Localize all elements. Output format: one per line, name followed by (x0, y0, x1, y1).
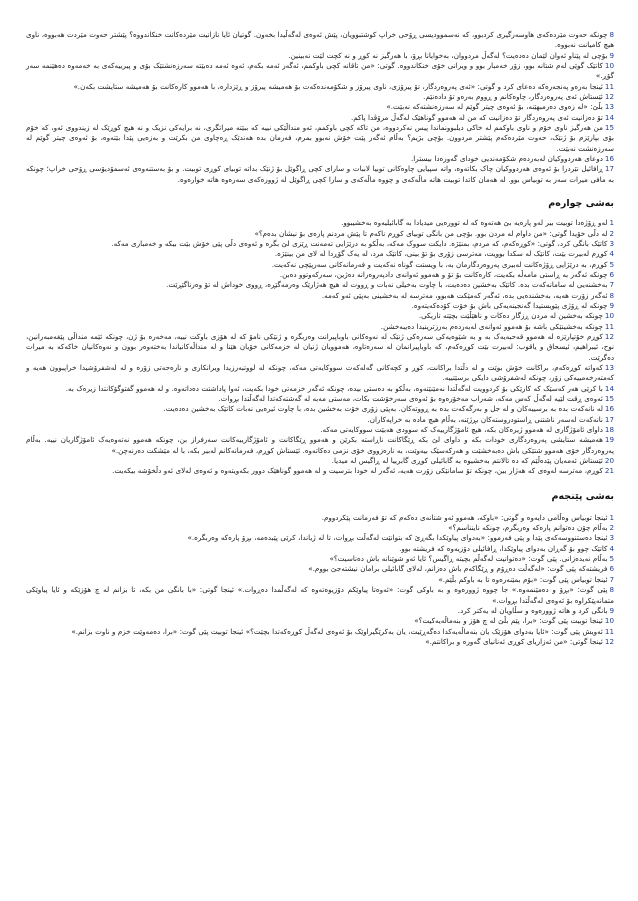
verse (26, 384, 614, 394)
chapter-3-tail-section (26, 30, 614, 185)
verse (26, 270, 614, 280)
verse-text: ئینجا توبیاس پێی گوت: «بۆم بمێنەرەوە تا بە باوکم بڵێم.» (438, 574, 608, 584)
verse-number: 1 (609, 512, 614, 522)
verse (26, 51, 614, 61)
verse (26, 113, 614, 123)
verse-text: بڵێ: «لە زەوی دەرمبهێنە، بۆ ئەوەی چیتر گوێم لە سەرزەنشتەکە نەبێت.» (386, 102, 603, 112)
verse (26, 280, 614, 290)
verse (26, 456, 614, 466)
verse-number: 5 (609, 554, 614, 564)
verse-number: 6 (609, 564, 614, 574)
verse-text: تۆ دەزانیت ئەی پەروەردگار تۆ دەزانیت کە من لە هەموو گوناهێک لەگەڵ مرۆڤدا پاکم. (350, 112, 603, 122)
verse (26, 154, 614, 164)
verse-text: چونکە بەخشین لە مردن ڕزگار دەکات و ناهێڵێت بچێتە تاریکی. (418, 311, 603, 321)
verse-text: ئێستاش ئەمەیان پێدەڵێم کە دە تالانتم بەخشیوە بە گابائیلی کوڕی گابرییا لە ڕاگیس لە میدیا. (331, 456, 603, 466)
verse-text: ئێستاش ئەی پەروەردگار، چاوەکانم و ڕووم بەرەو تۆ دادەنێم. (423, 92, 603, 102)
verse-text: بەڵام نەیدەزانی. پێی گوت: «دەتوانیت لەگەڵم بچیتە ڕاگیس؟ ئایا ئەو شوێنانە باش دەناسیت؟» (329, 554, 608, 564)
verse-text: من هەرگیز ناوی خۆم و ناوی باوکمم لە خاکی دیلبوونماندا پیس نەکردووە، من تاکە کچی باوکمم، ئەو منداڵێکی نییە کە ببێتە میراتگری، نە برایەکی نزیک و نە هیچ کوڕێک لە زیندووی ئەو، کە خۆم بۆی بپارێزم بۆ ژنێک، حەوت مێردەکەم پێشتر مردوون. بۆچی بژیم؟ بەڵام ئەگەر پێت خۆش نەبوو بمرم، فەرمان بدە هەندێک ڕەچاوی من بکرێت و بەزەیی پێدا بێتەوە، بۆ ئەوەی چیتر گوێم لە سەرزەنشت نەبێت. (26, 123, 614, 153)
verse-text: کوڕم، مەترسە لەوەی کە هەژار بین، چونکە تۆ سامانێکی زۆرت هەیە، ئەگەر لە خودا بترسیت و لە هەموو گوناهێک دوور بکەویتەوە و ئەوەی لەلای ئەو دڵخۆشە بیکەیت. (112, 466, 603, 476)
verse-number: 5 (609, 259, 614, 269)
verse-text: پێی گوت: «بڕۆ و دەمێنمەوە.» جا چووە ژوورەوە و بە باوکی گوت: «ئەوەتا پیاوێکم دۆزیوەتەوە کە لەگەڵمدا دەڕوات.» ئینجا گوتی: «با بانگی من بکە، تا بزانم لە چ هۆزێکە و ئایا پیاوێکی متمانەپێکراوە بۆ ئەوەی لەگەڵتدا بڕوات.» (26, 585, 614, 605)
verse-text: دوعای هەردووکیان لەبەردەم شکۆمەندیی خودای گەورەدا بیسترا. (411, 154, 603, 164)
verse (26, 523, 614, 533)
verse-text: نانەکەت لەسەر ناشتنی ڕاستودروستەکان بڕژێنە، بەڵام هیچ مادە بە خراپەکاران. (367, 414, 603, 424)
verse (26, 239, 614, 249)
verse-number: 3 (609, 533, 614, 543)
verse-text: ڕافائیل نێردرا بۆ ئەوەی هەردووکیان چاک بکاتەوە، واتە سپیایی چاوەکانی توبیا لاببات و سارای کچی ڕاگوێل بۆ ژنێک بداتە توبیای کوڕی توبیت. و بۆ بەستنەوەی ئەسمۆدیۆسی ڕۆحی خراپ؛ چونکە بە مافی میرات سەر بە توبیاس بوو. لە هەمان کاتدا توبیت هاتە ماڵەکەی و چووە ماڵەکەی و سارا کچی ڕاگوێل لە ژوورەکەی سەرەوە هاتە خوارەوە. (26, 164, 614, 184)
verse (26, 564, 614, 574)
verse (26, 301, 614, 311)
verse-text: ئەوەی ڕقت لێیە لەگەڵ کەس مەکە، شەراب مەخۆرەوە بۆ ئەوەی سەرخۆشت بکات، مەستی مەبە لە گەشتەکەتدا لەگەڵتدا بڕوات. (218, 394, 603, 403)
verse-number: 14 (604, 383, 614, 393)
verse-number: 2 (609, 523, 614, 533)
verse-text: چونکە ئەگەر بە ڕاستی مامەڵە بکەیت، کارەکانت بۆ تۆ و هەموو ئەوانەی دادپەروەرانە دەژین، سەرکەوتوو دەبن. (279, 269, 608, 279)
verse (26, 544, 614, 554)
verse (26, 291, 614, 301)
verse-number: 14 (604, 112, 614, 122)
verse-text: کاتێک بانگی کرد، گوتی: «کوڕەکەم، کە مردم، بمنێژە. دایکت سووک مەکە، بەڵکو بە درێژایی تەمەنت ڕێزی لێ بگرە و ئەوەی دڵی پێی خۆش بێت بیکە و خەمباری مەکە. (111, 238, 608, 248)
verse-number: 11 (604, 321, 614, 331)
verse-text: کاتێک چوو بۆ گەڕان بەدوای پیاوێکدا، ڕافائیلی دۆزیەوە کە فریشتە بوو. (399, 543, 608, 553)
verse-text: لە دڵی خۆیدا گوتی: «من داوام لە مردن بوو. بۆچی من بانگی توبیای کوڕم ناکەم تا پێش مردنم پارەی بۆ نیشان بدەم؟» (254, 228, 608, 238)
verse-number: 6 (609, 269, 614, 279)
verse-number: 17 (604, 164, 614, 174)
verse-number: 11 (604, 81, 614, 91)
verse-number: 16 (604, 404, 614, 414)
verse (26, 606, 614, 616)
verse (26, 164, 614, 185)
verse-text: فریشتەکە پێی گوت: «لەگەڵت دەڕۆم و ڕێگاکەم باش دەزانم، لەلای گابائیلی برامان نیشتەجێ بووم.» (308, 564, 608, 574)
verse-number: 4 (609, 249, 614, 259)
verse-number: 10 (604, 616, 614, 626)
verse (26, 637, 614, 647)
verse-number: 2 (609, 228, 614, 238)
verse-text: ئینجا گوتی: «من ئەزاریای کوڕی ئەنانیای گەورە و براکانتم.» (425, 636, 603, 646)
verse-number: 21 (604, 466, 614, 476)
verse-number: 3 (609, 238, 614, 248)
verse-text: هەمیشە ستایشی پەروەردگاری خودات بکە و داوای لێ بکە ڕێگاکانت ناڕاستە بکرێن و هەموو ڕێگاکانت و ئامۆژگارییەکانت سەرفراز بن، چونکە هەموو نەتەوەیەک ئامۆژگاریان نییە. بەڵام پەروەردگار خۆی هەموو شتێکی باش دەبەخشێت و هەرکەسێک بیەوێت، بە نارەزووی خۆی نزمی دەکاتەوە. ئێستاش کوڕم، فەرمانەکانم لەبیر بکە، با لە مێشکت دەرنەچن.» (26, 435, 614, 455)
verse (26, 533, 614, 543)
verse (26, 123, 614, 154)
verse-number: 8 (609, 30, 614, 39)
verse (26, 332, 614, 363)
verse (26, 61, 614, 82)
verse (26, 415, 614, 425)
verse (26, 585, 614, 606)
verse (26, 249, 614, 259)
verse-number: 7 (609, 280, 614, 290)
verse-number: 15 (604, 123, 614, 133)
verse-number: 12 (604, 636, 614, 646)
verse-number: 9 (609, 50, 614, 60)
verse-text: چونکە بەخشینێکی باشە بۆ هەموو ئەوانەی لەبەردەم بەرزترینیدا دەیبەخشن. (380, 321, 603, 331)
verse-number: 8 (609, 290, 614, 300)
verse (26, 218, 614, 228)
verse (26, 627, 614, 637)
verse-number: 10 (604, 61, 614, 71)
verse-text: ئینجا دەستنووسەکەی پێدا و پێی فەرموو: «بەدوای پیاوێکدا بگەڕێ کە بتوانێت لەگەڵت بڕوات، تا لە ژیاندا، کرێی پێبدەمە، بڕۆ پارەکە وەربگرە.» (187, 533, 608, 543)
verse-text: لە نانەکەت بدە بە برسییەکان و لە جل و بەرگەکەت بدە بە ڕووتەکان. بەپێی زۆری خۆت بەخشین بدە، با چاوت ئیرەیی نەبات کاتێک بەخشین دەدەیت. (163, 404, 603, 414)
verse-text: بەخشنەیی لە سامانەکەت بدە. کاتێک بەخشین دەدەیت، با چاوت بەخیلی نەبات و ڕووت لە هیچ هەژارێک وەرمەگێڕە، ڕووی خوداش لە تۆ وەرناگێڕێت. (166, 280, 608, 290)
verse (26, 513, 614, 523)
verse-number: 9 (609, 605, 614, 615)
verse-text: بۆچی لە پێناو ئەوان لێمان دەدەیت؟ لەگەڵ مردووان، بەخوایانا بڕۆ، با هەرگیز نە کوڕ و نە کچت لێت نەبینین. (288, 50, 608, 60)
verse-text: داوای ئامۆژگاری لە هەموو ژیرەکان بکە، هیچ ئامۆژگارییەک کە سوودی هەبێت سووکایەتی مەکە. (320, 425, 603, 435)
verse-text: بانگی کرد و هاتە ژوورەوە و سڵاویان لە یەکتر کرد. (457, 605, 608, 615)
verse-number: 17 (604, 414, 614, 424)
chapter-4-section (26, 218, 614, 477)
verse-text: ئەویش پێی گوت: «ئایا بەدوای هۆزێک یان بنەماڵەیەکدا دەگەڕێیت، یان بەکرێگیراوێک بۆ ئەوەی لەگەڵ کوڕەکەتدا بچێت؟» ئینجا توبیت پێی گوت: «برا، دەمەوێت خزم و ناوت بزانم.» (71, 626, 603, 636)
verse (26, 30, 614, 51)
verse-text: کوڕم، بە درێژایی ڕۆژەکانت لەبیری پەروەردگارمان بە، با ویستت گوناه نەکەیت و فەرمانەکانی سەرپێچی نەکەیت. (271, 259, 608, 269)
verse-number: 18 (604, 425, 614, 435)
verse-text: کوڕم خۆتپارێزە لە هەموو قەحبەیەک بە و بە شێوەیەکی سەرەکی ژنێک لە نەوەکانی باوباپیرانت وەربگرە و ژنێکی نامۆ کە لە هۆزی باوکت نییە، مەخەرە بۆ ژن، چونکە ئێمە منداڵی پێغەمبەرانین، نوح، ئیبراهیم، ئیسحاق و یاقوب: لەبیرت بێت کوڕەکەم، کە باوباپیرانمان لە سەرەتاوە، هەموویان ژنیان لە خزمەکانی خۆیان هێنا و لە منداڵەکانیاندا بەختەوەر بوون و نەوەکانیان خاکەکە بە میرات دەگرێت. (26, 331, 614, 362)
verse-text: لەو ڕۆژەدا توبیت بیر لەو پارەیە بێ هەتەوە کە لە توورەیی میدیادا بە گابائیلیەوە بەخشیبوو. (341, 218, 608, 228)
verse-text: کاتێک گوێی لەم شتانە بوو، زۆر خەمبار بوو و ویرانی خۆی خنکاندووە. گوتی: «من تاقانە کچی باوکمم، ئەگەر ئەمە بکەم، ئەوە ئەمە دەبێتە سەرزەنشتێک بۆی و پیرییەکەی بە خەمەوە دەهێنمە سەر گۆڕ.» (26, 61, 614, 81)
verse (26, 311, 614, 321)
verse (26, 92, 614, 102)
verse (26, 616, 614, 626)
verse (26, 575, 614, 585)
verse-text: ئینجا توبیاس وەڵامی دایەوە و گوتی: «باوکە، هەموو ئەو شتانەی دەکەم کە تۆ فەرمانت پێکردووم. (321, 512, 608, 522)
chapter-5-heading: بەشی پێنجەم (551, 490, 614, 502)
verse (26, 394, 614, 404)
verse-text: کوڕم لەبیرت بێت، کاتێک لە سکدا بوویت، مەترسی زۆری بۆ تۆ بینی، کاتێک مرد، لە یەک گۆڕدا لە لای من بینێژە. (274, 249, 608, 259)
verse (26, 466, 614, 476)
verse-number: 10 (604, 311, 614, 321)
verse-text: ئەگەر زۆرت هەیە، بەخشندەیی بدە، ئەگەر کەمێکت هەبوو، مەترسە لە بەخشینی بەپێی ئەو کەمە. (321, 290, 608, 300)
verse-text: چونکە حەوت مێردەکەی هاوسەرگیری کردبوو، کە نەسموودیسی ڕۆحی خراپ کوشتبوویان، پێش ئەوەی لەگەڵیدا بخەون. گوتیان ئایا نازانیت مێردەکانت خنکاندووە؟ پێشتر حەوت مێردت هەبووە، ناوی هیچ کامیانت نەبووە. (26, 30, 614, 50)
verse-number: 11 (604, 626, 614, 636)
verse-text: با کرێی هەر کەسێک کە کارێکی بۆ کردوویت لەگەڵتدا نەمێنێتەوە، بەڵکو بە دەستی بیدە، چونکە ئەگەر خزمەتی خودا بکەیت، ئەوا پاداشتت دەداتەوە. و لە هەموو گفتوگۆکانتدا زیرەک بە. (65, 383, 603, 393)
verse-text: ئینجا بەرەو پەنجەرەکە دەعای کرد و گوتی: «ئەی پەروەردگار، تۆ پیرۆزی، ناوی پیرۆز و شکۆمەندەکەت بۆ هەمیشە پیرۆز و ڕێزدارە، با هەموو کارەکانت بۆ هەمیشە ستایشت بکەن.» (73, 81, 603, 91)
verse-number: 20 (604, 456, 614, 466)
document-page (26, 30, 614, 647)
verse (26, 322, 614, 332)
verse-text: ئینجا توبیت پێی گوت: «برا، پێم بڵێ لە چ هۆز و بنەماڵەیەکیت؟» (414, 616, 603, 626)
verse-number: 4 (609, 543, 614, 553)
verse (26, 102, 614, 112)
verse-number: 13 (604, 362, 614, 372)
chapter-4-heading: بەشی چوارەم (548, 198, 614, 210)
chapter-5-section (26, 513, 614, 647)
verse-number: 12 (604, 331, 614, 341)
verse-number: 16 (604, 154, 614, 164)
verse-number: 15 (604, 394, 614, 403)
verse-text: بەڵام چۆن دەتوانم پارەکە وەربگرم، چونکە ناینناسم؟» (448, 523, 608, 533)
verse (26, 363, 614, 384)
verse-number: 7 (609, 574, 614, 584)
verse (26, 404, 614, 414)
verse-number: 8 (609, 585, 614, 595)
verse (26, 260, 614, 270)
verse (26, 229, 614, 239)
verse-number: 19 (604, 435, 614, 445)
verse (26, 554, 614, 564)
verse-number: 1 (609, 218, 614, 228)
verse-number: 13 (604, 102, 614, 112)
verse (26, 425, 614, 435)
verse (26, 82, 614, 92)
verse-number: 9 (609, 300, 614, 310)
verse (26, 435, 614, 456)
verse-text: چونکە لە ڕۆژی پێویستیدا گەنجینەیەکی باش بۆ خۆت کۆدەکەیتەوە. (411, 300, 608, 310)
verse-text: کەواتە کوڕەکەم، براکانت خۆش بوێت و لە دڵتدا براکانت، کوڕ و کچەکانی گەلەکەت سووکایەتی مەکە، چونکە لە لووتبەرزیدا ویرانکاری و نارەحەتی زۆرە و لە لەشفرۆشیدا خراپبوون هەیە و کەمتەرخەمییەکی زۆر، چونکە لەشفرۆشی دایکی برسێتییە. (26, 362, 614, 383)
verse-number: 12 (604, 92, 614, 102)
